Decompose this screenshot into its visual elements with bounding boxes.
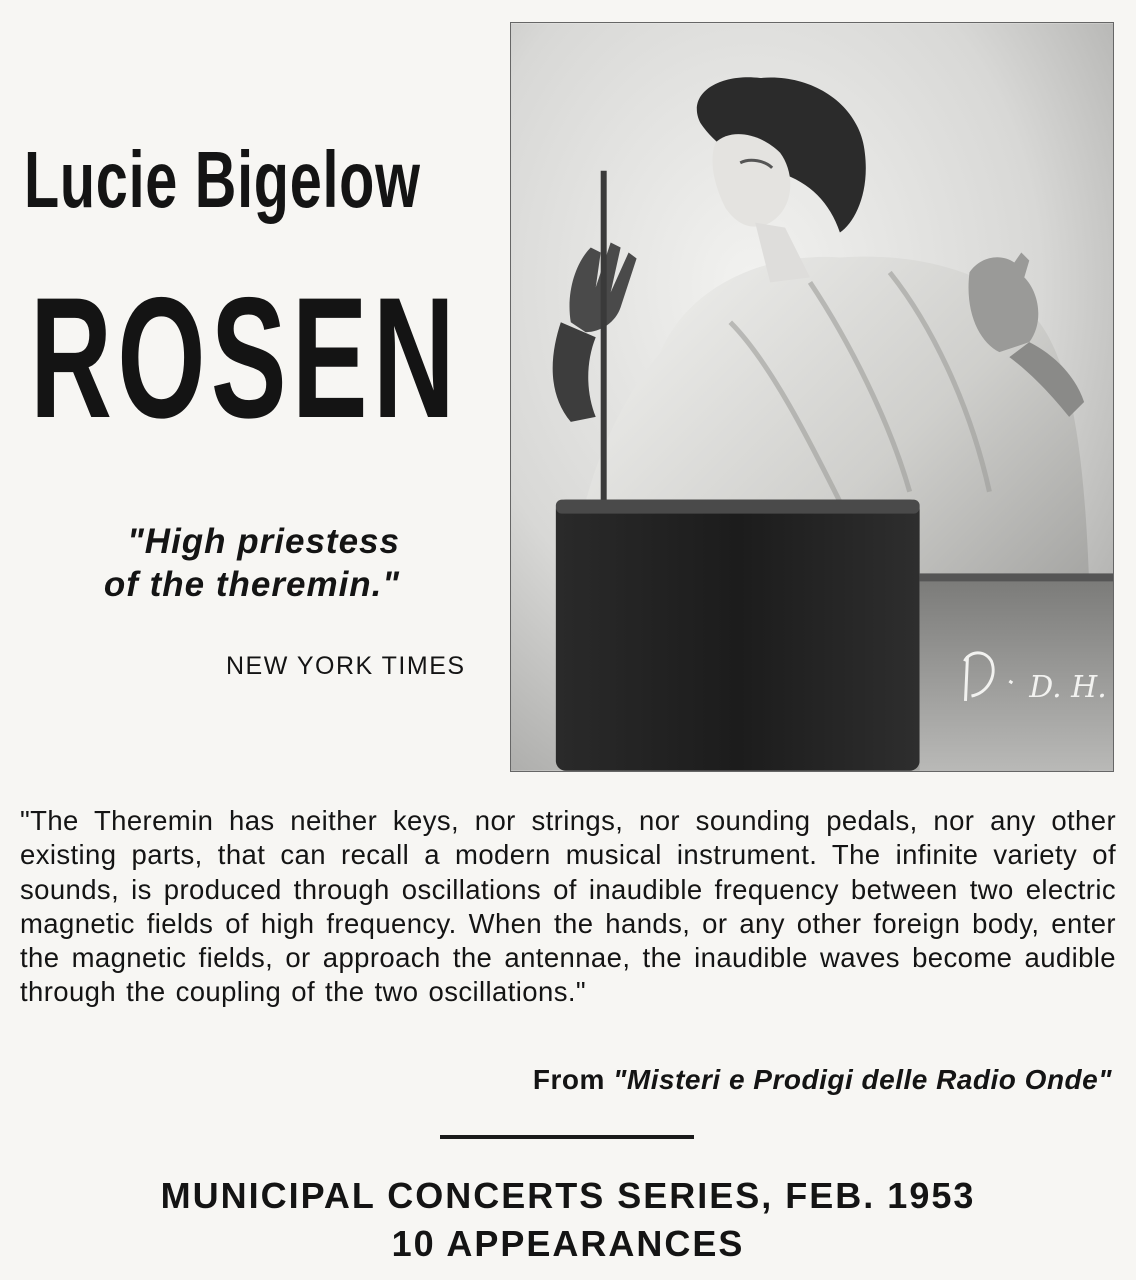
section-divider xyxy=(440,1135,694,1139)
footer-line-1: MUNICIPAL CONCERTS SERIES, FEB. 1953 xyxy=(160,1175,976,1216)
theremin-description: "The Theremin has neither keys, nor strings, nor sounding pedals, nor any other existing parts, that can recall a modern musical instrument. The infinite variety of sounds, is produced through oscillations of inaudible frequency between two electric magnetic fields of high frequency. When the hands, or any other foreign body, enter the magnetic fields, or approach the antennae, the inaudible waves become audible through the coupling of the two oscillations." xyxy=(20,805,1116,1008)
press-quote-line-2: of the theremin." xyxy=(103,565,400,604)
performer-last-name: ROSEN xyxy=(30,262,461,454)
attribution-prefix: From xyxy=(532,1064,605,1095)
description-attribution xyxy=(533,1064,1112,1096)
press-quote xyxy=(60,520,400,606)
theremin-photo-illustration xyxy=(511,23,1113,771)
press-quote-source: NEW YORK TIMES xyxy=(226,652,466,680)
performer-first-names: Lucie Bigelow xyxy=(24,135,421,224)
press-quote-line-1: "High priestess xyxy=(127,522,400,561)
footer-line-2: 10 APPEARANCES xyxy=(391,1223,745,1264)
performer-photo xyxy=(510,22,1114,772)
concert-series-footer xyxy=(0,1172,1136,1268)
attribution-title: "Misteri e Prodigi delle Radio Onde" xyxy=(613,1064,1112,1095)
photo-signature: D. H. xyxy=(1029,670,1107,706)
